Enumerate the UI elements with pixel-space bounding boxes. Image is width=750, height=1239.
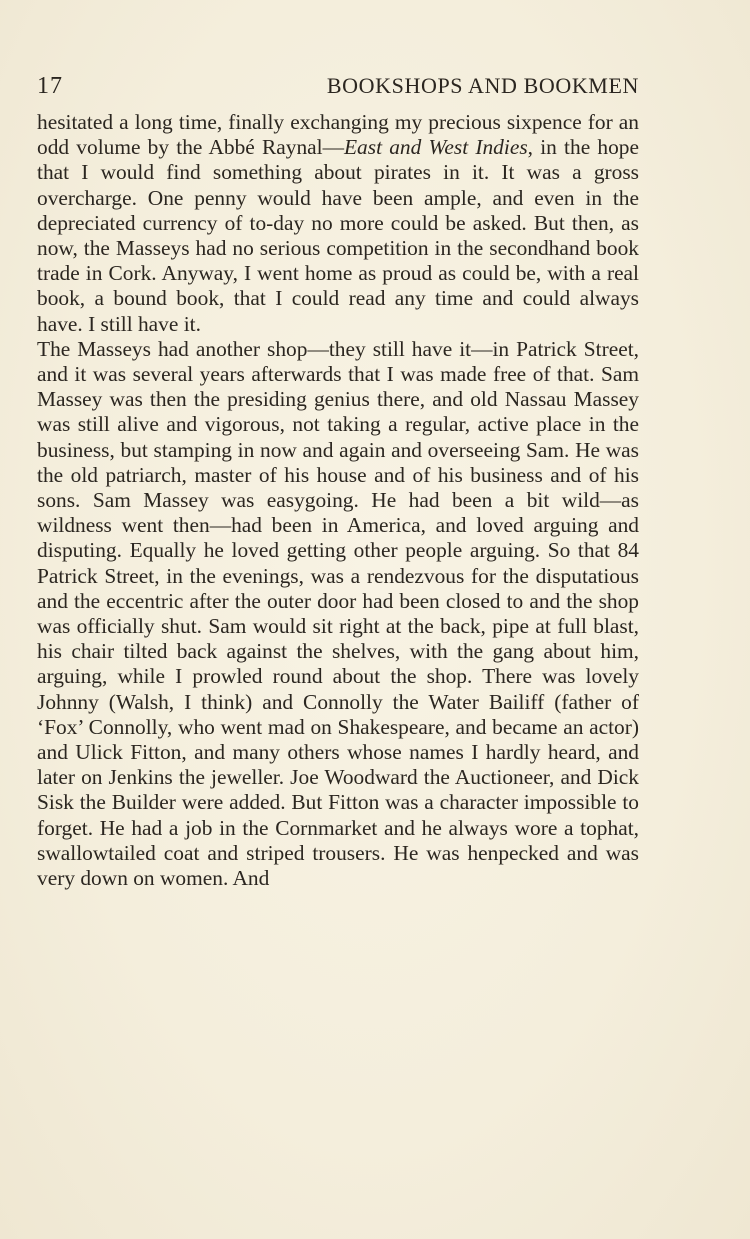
paragraph-1-text-after: , in the hope that I would find something about pirates in it. It was a gross overcharge. One penny would have been ample, and even in the depreciated currency of to-day no more could be asked. But then, as now, the Masseys had no serious competition in the secondhand book trade in Cork. Anyway, I went home as proud as could be, with a real book, a bound book, that I could read any time and could always have. I still have it. [37,135,639,336]
body-text [37,110,639,891]
page-number: 17 [37,73,63,99]
running-title: BOOKSHOPS AND BOOKMEN [326,73,639,98]
paragraph-2: The Masseys had another shop—they still have it—in Patrick Street, and it was several years afterwards that I was made free of that. Sam Massey was then the presiding genius there, and old Nassau Massey was still alive and vigorous, not taking a regular, active place in the business, but stamping in now and again and overseeing Sam. He was the old patriarch, master of his house and of his business and of his sons. Sam Massey was easygoing. He had been a bit wild—as wildness went then—had been in America, and loved arguing and disputing. Equally he loved getting other people arguing. So that 84 Patrick Street, in the evenings, was a rendezvous for the disputatious and the eccentric after the outer door had been closed to and the shop was officially shut. Sam would sit right at the back, pipe at full blast, his chair tilted back against the shelves, with the gang about him, arguing, while I prowled round about the shop. There was lovely Johnny (Walsh, I think) and Connolly the Water Bailiff (father of ‘Fox’ Connolly, who went mad on Shakespeare, and became an actor) and Ulick Fitton, and many others whose names I hardly heard, and later on Jenkins the jeweller. Joe Woodward the Auctioneer, and Dick Sisk the Builder were added. But Fitton was a character impossible to forget. He had a job in the Cornmarket and he always wore a tophat, swallowtailed coat and striped trousers. He was henpecked and was very down on women. And [37,336,639,891]
book-page [37,66,639,891]
running-head [37,66,639,110]
book-title-east-and-west-indies: East and West Indies [343,135,528,160]
paragraph-1 [37,110,639,337]
paragraph-1-text-before: hesitated a long time, finally exchanging my precious sixpence for an odd volume by the Abbé Raynal— [37,110,639,160]
